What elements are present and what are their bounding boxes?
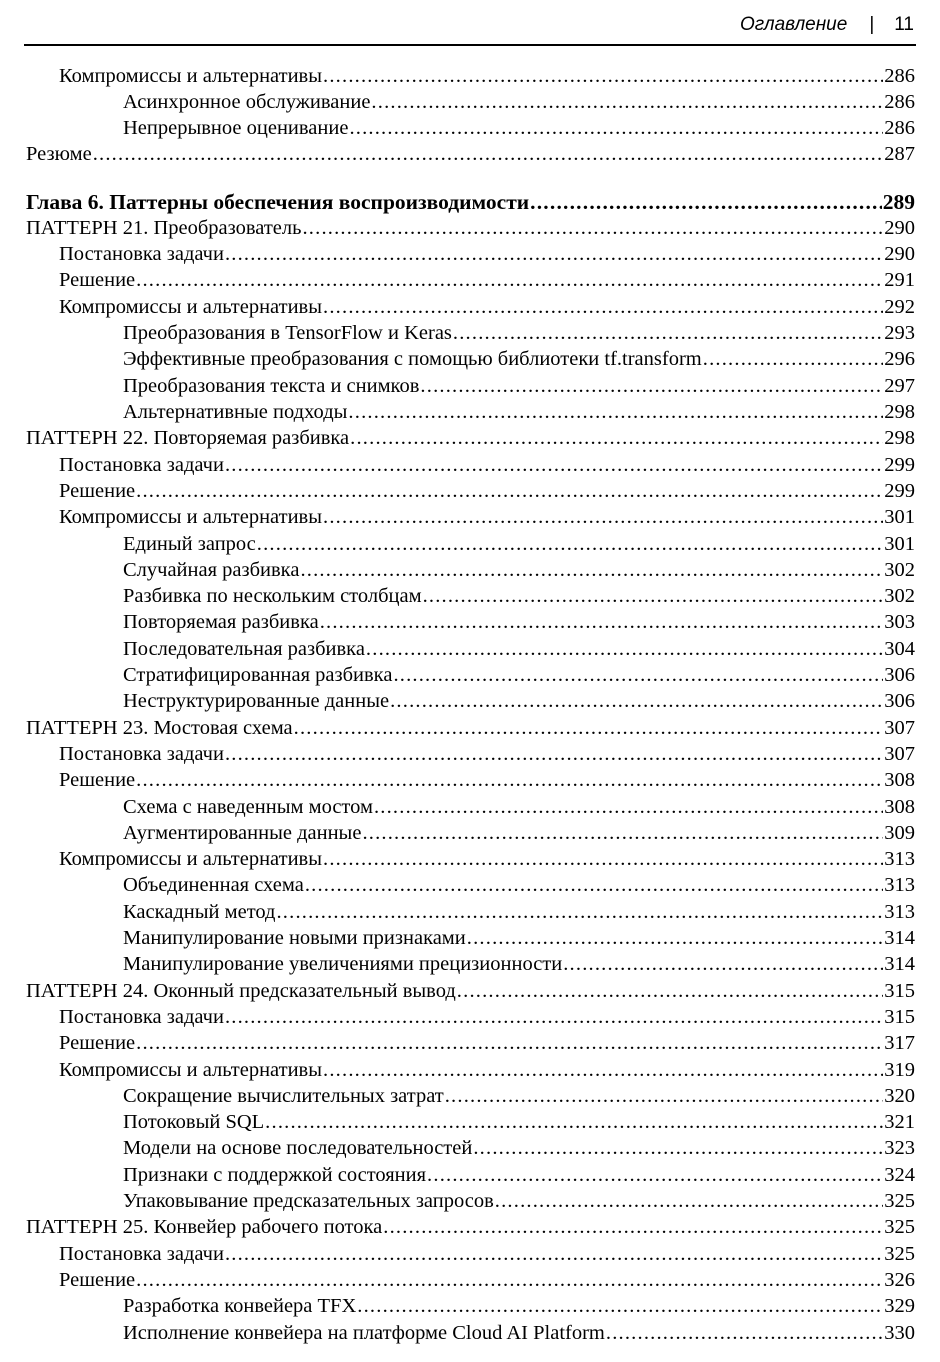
toc-entry[interactable] bbox=[0, 533, 915, 560]
toc-entry-title: Разбивка по нескольким столбцам bbox=[123, 585, 422, 607]
dot-leader bbox=[383, 1216, 883, 1239]
toc-entry-page: 313 bbox=[884, 874, 915, 896]
toc-entry[interactable] bbox=[0, 1059, 915, 1086]
toc-entry-title: Решение bbox=[59, 480, 136, 502]
toc-entry-page: 309 bbox=[884, 822, 915, 844]
toc-entry-page: 307 bbox=[884, 717, 915, 739]
dot-leader bbox=[349, 117, 883, 140]
toc-entry-title: Решение bbox=[59, 269, 136, 291]
toc-entry-page: 298 bbox=[884, 427, 915, 449]
toc-entry-title: Потоковый SQL bbox=[123, 1111, 265, 1133]
toc-entry-title: Аугментированные данные bbox=[123, 822, 362, 844]
toc-entry[interactable] bbox=[0, 769, 915, 796]
toc-entry[interactable] bbox=[0, 269, 915, 296]
running-header bbox=[24, 14, 916, 46]
dot-leader bbox=[427, 1164, 883, 1187]
dot-leader bbox=[453, 322, 883, 345]
toc-entry-page: 308 bbox=[884, 796, 915, 818]
toc-entry-page: 298 bbox=[884, 401, 915, 423]
dot-leader bbox=[420, 375, 883, 398]
toc-entry[interactable] bbox=[0, 717, 915, 744]
toc-entry[interactable] bbox=[0, 927, 915, 954]
toc-entry[interactable] bbox=[0, 1137, 915, 1164]
toc-entry-title: Эффективные преобразования с помощью библиотеки tf.transform bbox=[123, 348, 702, 370]
page-number: 11 bbox=[894, 14, 914, 35]
toc-entry-page: 307 bbox=[884, 743, 915, 765]
toc-entry-page: 306 bbox=[884, 690, 915, 712]
dot-leader bbox=[300, 559, 883, 582]
dot-leader bbox=[136, 269, 883, 292]
toc-entry-page: 303 bbox=[884, 611, 915, 633]
dot-leader bbox=[305, 874, 883, 897]
toc-entry-title: Сокращение вычислительных затрат bbox=[123, 1085, 444, 1107]
toc-entry[interactable] bbox=[0, 559, 915, 586]
dot-leader bbox=[323, 1059, 883, 1082]
toc-entry-page: 286 bbox=[884, 91, 915, 113]
dot-leader bbox=[374, 796, 883, 819]
dot-leader bbox=[257, 533, 883, 556]
toc-entry[interactable] bbox=[0, 848, 915, 875]
toc-entry-title: Модели на основе последовательностей bbox=[123, 1137, 473, 1159]
toc-entry-title: Компромиссы и альтернативы bbox=[59, 1059, 323, 1081]
toc-entry-page: 325 bbox=[884, 1243, 915, 1265]
toc-entry[interactable] bbox=[0, 822, 915, 849]
toc-entry-title: Компромиссы и альтернативы bbox=[59, 296, 323, 318]
toc-entry-page: 313 bbox=[884, 848, 915, 870]
toc-entry[interactable] bbox=[0, 117, 915, 144]
dot-leader bbox=[265, 1111, 883, 1134]
dot-leader bbox=[323, 65, 883, 88]
dot-leader bbox=[294, 717, 884, 740]
toc-entry-title: Компромиссы и альтернативы bbox=[59, 506, 323, 528]
toc-entry-page: 324 bbox=[884, 1164, 915, 1186]
toc-entry-title: Манипулирование увеличениями прецизионности bbox=[123, 953, 563, 975]
toc-entry-title: Резюме bbox=[26, 143, 92, 165]
dot-leader bbox=[362, 822, 883, 845]
toc-entry-title: Стратифицированная разбивка bbox=[123, 664, 393, 686]
toc-entry[interactable] bbox=[0, 980, 915, 1007]
toc-entry-page: 286 bbox=[884, 65, 915, 87]
dot-leader bbox=[225, 454, 883, 477]
dot-leader bbox=[225, 743, 883, 766]
toc-entry[interactable] bbox=[0, 91, 915, 118]
toc-entry-page: 286 bbox=[884, 117, 915, 139]
toc-entry-title: Асинхронное обслуживание bbox=[123, 91, 371, 113]
dot-leader bbox=[225, 1006, 883, 1029]
dot-leader bbox=[495, 1190, 883, 1213]
toc-entry[interactable] bbox=[0, 611, 915, 638]
dot-leader bbox=[323, 296, 883, 319]
toc-entry-title: Глава 6. Паттерны обеспечения воспроизводимости bbox=[26, 190, 530, 214]
toc-entry-title: Альтернативные подходы bbox=[123, 401, 348, 423]
dot-leader bbox=[136, 769, 883, 792]
toc-entry-title: Упаковывание предсказательных запросов bbox=[123, 1190, 494, 1212]
toc-entry-title: Постановка задачи bbox=[59, 1243, 224, 1265]
toc-entry-title: ПАТТЕРН 25. Конвейер рабочего потока bbox=[26, 1216, 383, 1238]
toc-entry-title: Повторяемая разбивка bbox=[123, 611, 319, 633]
toc-entry[interactable] bbox=[0, 1085, 915, 1112]
toc-entry[interactable] bbox=[0, 1006, 915, 1033]
toc-entry-title: Манипулирование новыми признаками bbox=[123, 927, 466, 949]
dot-leader bbox=[393, 664, 883, 687]
toc-entry-page: 306 bbox=[884, 664, 915, 686]
toc-entry-title: Разработка конвейера TFX bbox=[123, 1295, 357, 1317]
toc-entry-page: 299 bbox=[884, 454, 915, 476]
toc-entry-page: 319 bbox=[884, 1059, 915, 1081]
dot-leader bbox=[225, 1243, 883, 1266]
toc-entry-title: Решение bbox=[59, 769, 136, 791]
toc-entry-page: 315 bbox=[884, 980, 915, 1002]
toc-entry-page: 314 bbox=[884, 927, 915, 949]
toc-entry[interactable] bbox=[0, 901, 915, 928]
dot-leader bbox=[530, 190, 882, 215]
toc-entry-title: Неструктурированные данные bbox=[123, 690, 390, 712]
toc-entry-page: 290 bbox=[884, 243, 915, 265]
toc-entry-title: Случайная разбивка bbox=[123, 559, 300, 581]
dot-leader bbox=[93, 143, 884, 166]
toc-entry[interactable] bbox=[0, 638, 915, 665]
toc-entry-title: Схема с наведенным мостом bbox=[123, 796, 373, 818]
toc-chapter-entry[interactable] bbox=[0, 190, 915, 217]
toc-entry[interactable] bbox=[0, 1269, 915, 1296]
toc-entry-title: Непрерывное оценивание bbox=[123, 117, 349, 139]
toc-entry-title: Постановка задачи bbox=[59, 243, 224, 265]
toc-entry-title: Преобразования текста и снимков bbox=[123, 375, 420, 397]
toc-entry-page: 325 bbox=[884, 1216, 915, 1238]
dot-leader bbox=[366, 638, 883, 661]
toc-entry[interactable] bbox=[0, 664, 915, 691]
toc-entry[interactable] bbox=[0, 796, 915, 823]
toc-entry[interactable] bbox=[0, 1243, 915, 1270]
toc-entry-page: 321 bbox=[884, 1111, 915, 1133]
toc-entry-title: ПАТТЕРН 22. Повторяемая разбивка bbox=[26, 427, 350, 449]
toc-entry-page: 291 bbox=[884, 269, 915, 291]
toc-entry-title: Единый запрос bbox=[123, 533, 256, 555]
dot-leader bbox=[563, 953, 883, 976]
toc-entry[interactable] bbox=[0, 143, 915, 170]
dot-leader bbox=[323, 506, 883, 529]
toc-entry-page: 301 bbox=[884, 506, 915, 528]
dot-leader bbox=[473, 1137, 883, 1160]
toc-entry[interactable] bbox=[0, 743, 915, 770]
toc-entry-page: 302 bbox=[884, 559, 915, 581]
toc-entry-title: ПАТТЕРН 24. Оконный предсказательный вывод bbox=[26, 980, 456, 1002]
toc-entry[interactable] bbox=[0, 690, 915, 717]
dot-leader bbox=[357, 1295, 883, 1318]
toc-entry-page: 329 bbox=[884, 1295, 915, 1317]
toc-entry[interactable] bbox=[0, 243, 915, 270]
toc-entry[interactable] bbox=[0, 65, 915, 92]
header-separator: | bbox=[869, 14, 875, 35]
toc-entry-title: Решение bbox=[59, 1269, 136, 1291]
toc-entry[interactable] bbox=[0, 1164, 915, 1191]
toc-entry[interactable] bbox=[0, 506, 915, 533]
toc-entry-title: Исполнение конвейера на платформе Cloud AI Platform bbox=[123, 1322, 605, 1344]
toc-entry-title: Компромиссы и альтернативы bbox=[59, 65, 323, 87]
toc-entry[interactable] bbox=[0, 480, 915, 507]
toc-entry-page: 330 bbox=[884, 1322, 915, 1344]
toc-entry-page: 325 bbox=[884, 1190, 915, 1212]
dot-leader bbox=[390, 690, 883, 713]
toc-entry[interactable] bbox=[0, 217, 915, 244]
dot-leader bbox=[225, 243, 883, 266]
toc-entry[interactable] bbox=[0, 585, 915, 612]
section-title: Оглавление bbox=[739, 14, 848, 35]
toc-entry-page: 297 bbox=[884, 375, 915, 397]
dot-leader bbox=[371, 91, 883, 114]
toc-entry[interactable] bbox=[0, 1032, 915, 1059]
dot-leader bbox=[136, 1269, 883, 1292]
dot-leader bbox=[423, 585, 884, 608]
toc-entry-title: Постановка задачи bbox=[59, 454, 224, 476]
toc-entry-page: 323 bbox=[884, 1137, 915, 1159]
toc-entry[interactable] bbox=[0, 1111, 915, 1138]
toc-entry-page: 314 bbox=[884, 953, 915, 975]
toc-entry-title: Последовательная разбивка bbox=[123, 638, 365, 660]
toc-entry-page: 299 bbox=[884, 480, 915, 502]
toc-entry-page: 304 bbox=[884, 638, 915, 660]
toc-entry[interactable] bbox=[0, 348, 915, 375]
toc-entry[interactable] bbox=[0, 1216, 915, 1243]
toc-entry[interactable] bbox=[0, 296, 915, 323]
toc-entry[interactable] bbox=[0, 401, 915, 428]
toc-entry-page: 302 bbox=[884, 585, 915, 607]
dot-leader bbox=[136, 480, 883, 503]
toc-entry-page: 296 bbox=[884, 348, 915, 370]
toc-entry[interactable] bbox=[0, 1295, 915, 1322]
toc-entry-title: Преобразования в TensorFlow и Keras bbox=[123, 322, 452, 344]
dot-leader bbox=[323, 848, 883, 871]
toc-entry[interactable] bbox=[0, 322, 915, 349]
toc-entry-page: 287 bbox=[884, 143, 915, 165]
toc-entry-page: 317 bbox=[884, 1032, 915, 1054]
toc-entry-title: ПАТТЕРН 23. Мостовая схема bbox=[26, 717, 293, 739]
toc-entry[interactable] bbox=[0, 427, 915, 454]
dot-leader bbox=[320, 611, 884, 634]
dot-leader bbox=[276, 901, 883, 924]
toc-entry-title: Каскадный метод bbox=[123, 901, 276, 923]
toc-entry-title: Решение bbox=[59, 1032, 136, 1054]
toc-entry-title: Признаки с поддержкой состояния bbox=[123, 1164, 427, 1186]
toc-entry-page: 308 bbox=[884, 769, 915, 791]
toc-entry-title: ПАТТЕРН 21. Преобразователь bbox=[26, 217, 302, 239]
toc-entry[interactable] bbox=[0, 1322, 915, 1349]
dot-leader bbox=[136, 1032, 883, 1055]
dot-leader bbox=[703, 348, 884, 371]
toc-entry-page: 320 bbox=[884, 1085, 915, 1107]
dot-leader bbox=[350, 427, 883, 450]
toc-entry-page: 289 bbox=[882, 190, 915, 214]
toc-entry-page: 293 bbox=[884, 322, 915, 344]
toc-entry[interactable] bbox=[0, 1190, 915, 1217]
dot-leader bbox=[348, 401, 883, 424]
toc-entry-title: Постановка задачи bbox=[59, 743, 224, 765]
toc-entry[interactable] bbox=[0, 874, 915, 901]
toc-entry-page: 313 bbox=[884, 901, 915, 923]
toc-entry[interactable] bbox=[0, 953, 915, 980]
toc-entry-page: 301 bbox=[884, 533, 915, 555]
dot-leader bbox=[606, 1322, 883, 1345]
toc-entry-page: 292 bbox=[884, 296, 915, 318]
toc-entry-title: Объединенная схема bbox=[123, 874, 304, 896]
toc-entry-title: Компромиссы и альтернативы bbox=[59, 848, 323, 870]
dot-leader bbox=[457, 980, 883, 1003]
toc-entry-page: 290 bbox=[884, 217, 915, 239]
toc-entry-page: 315 bbox=[884, 1006, 915, 1028]
toc-entry[interactable] bbox=[0, 375, 915, 402]
toc-entry-title: Постановка задачи bbox=[59, 1006, 224, 1028]
dot-leader bbox=[302, 217, 883, 240]
toc-entry-page: 326 bbox=[884, 1269, 915, 1291]
toc-entry[interactable] bbox=[0, 454, 915, 481]
dot-leader bbox=[445, 1085, 884, 1108]
dot-leader bbox=[467, 927, 883, 950]
